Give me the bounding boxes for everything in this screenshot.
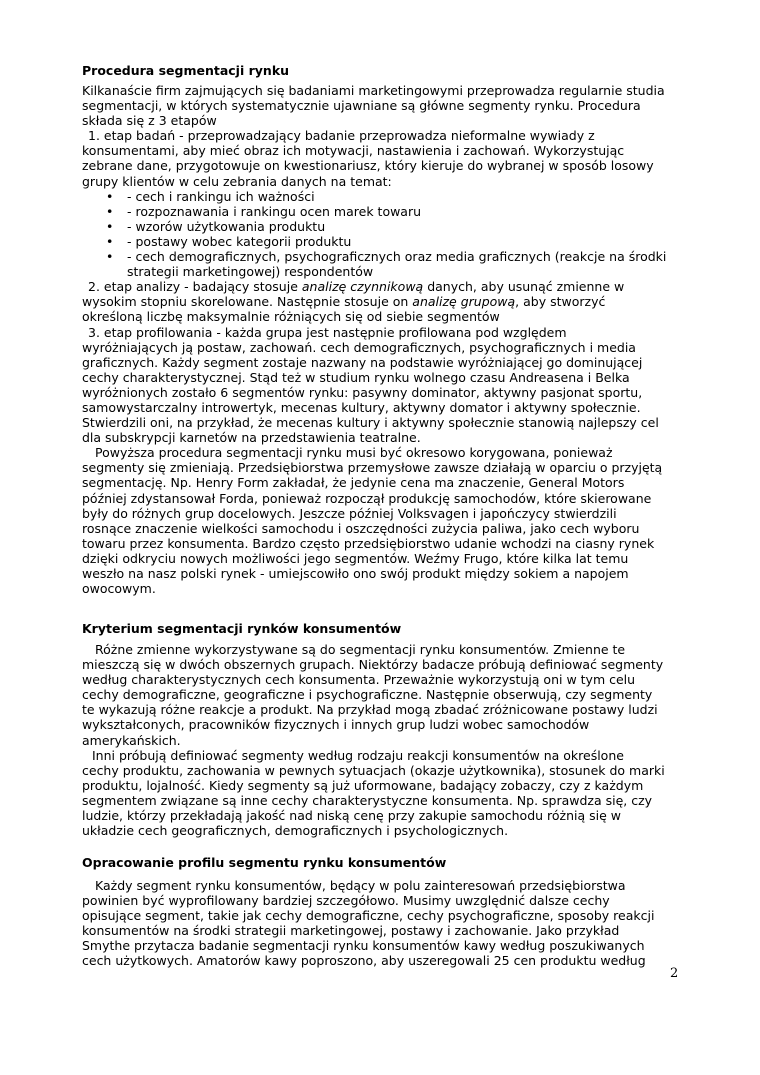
text-segment: Powyższa procedura segmentacji rynku musi być okresowo korygowana, ponieważ <box>95 445 613 461</box>
text-line <box>82 672 682 687</box>
text-line <box>82 793 682 808</box>
text-segment: cechy demograficzne, geograficzne i psychograficzne. Następnie obserwują, czy segmenty <box>82 687 653 703</box>
text-line <box>82 460 682 475</box>
text-segment: składa się z 3 etapów <box>82 113 217 129</box>
text-line <box>82 506 682 521</box>
text-line <box>82 309 682 324</box>
text-line <box>82 878 682 893</box>
text-segment: Kilkanaście firm zajmujących się badaniami marketingowymi przeprowadza regularnie studia <box>82 83 665 98</box>
text-segment: 2. etap analizy - badający stosuje <box>88 279 302 295</box>
text-line <box>82 551 682 566</box>
section-body <box>82 878 682 969</box>
text-segment: mieszczą się w dwóch obszernych grupach. Niektórzy badacze próbują definiować segmenty <box>82 657 664 673</box>
text-segment: Smythe przytacza badanie segmentacji rynku konsumentów kawy według poszukiwanych <box>82 938 645 954</box>
text-segment: Każdy segment rynku konsumentów, będący w polu zainteresowań przedsiębiorstwa <box>95 878 626 893</box>
text-segment: 3. etap profilowania - każda grupa jest następnie profilowana pod względem <box>88 324 567 340</box>
text-line <box>82 893 682 908</box>
text-segment: strategii marketingowej) respondentów <box>127 264 374 280</box>
text-segment: opisujące segment, takie jak cechy demograficzne, cechy psychograficzne, sposoby reakcji <box>82 908 655 924</box>
text-segment: danych, aby usunąć zmienne w <box>423 279 625 295</box>
text-segment: amerykańskich. <box>82 732 181 748</box>
text-line <box>82 521 682 536</box>
text-line <box>82 717 682 732</box>
text-segment: wykształconych, pracowników fizycznych i innych grup ludzi wobec samochodów <box>82 717 590 733</box>
text-segment: ludzie, którzy przekładają jakość nad niską cenę przy zakupie samochodu różnią się w <box>82 808 622 824</box>
text-line <box>82 733 682 748</box>
text-segment: konsumentami, aby mieć obraz ich motywacji, nastawienia i zachowań. Wykorzystując <box>82 143 625 159</box>
text-line <box>82 98 682 113</box>
text-segment: 1. etap badań - przeprowadzający badanie przeprowadza nieformalne wywiady z <box>88 128 595 144</box>
text-line <box>82 340 682 355</box>
text-line <box>82 174 682 189</box>
text-line <box>82 763 682 778</box>
text-line <box>82 400 682 415</box>
text-line <box>82 491 682 506</box>
text-line <box>82 642 682 657</box>
text-segment: segmenty się zmieniają. Przedsiębiorstwa przemysłowe zawsze działają w oparciu o przyjętą <box>82 460 663 476</box>
text-line <box>82 748 682 763</box>
bullet-item <box>82 234 682 249</box>
text-segment: Inni próbują definiować segmenty według rodzaju reakcji konsumentów na określone <box>92 747 624 763</box>
text-line <box>82 325 682 340</box>
text-segment: wysokim stopniu skorelowane. Następnie stosuje on <box>82 294 413 310</box>
text-line <box>82 264 682 279</box>
text-line <box>82 908 682 923</box>
section-heading: Opracowanie profilu segmentu rynku konsumentów <box>82 855 447 870</box>
text-segment: układzie cech geograficznych, demograficznych i psychologicznych. <box>82 823 509 839</box>
text-line <box>82 702 682 717</box>
text-line <box>82 566 682 581</box>
text-segment: grupy klientów w celu zebrania danych na temat: <box>82 173 392 189</box>
section-kryterium <box>82 621 682 838</box>
text-segment: weszło na nasz polski rynek - umiejscowiło ono swój produkt między sokiem a napojem <box>82 566 629 581</box>
text-segment: Stwierdzili oni, na przykład, że mecenas kultury i aktywny społecznie stanowią najlepszy cel <box>82 415 659 431</box>
text-line <box>82 536 682 551</box>
text-segment: , aby stworzyć <box>515 294 606 310</box>
text-line <box>82 128 682 143</box>
text-line <box>82 953 682 968</box>
text-segment: według charakterystycznych cech konsumenta. Przeważnie wykorzystują oni w tym celu <box>82 672 636 688</box>
text-line <box>82 445 682 460</box>
bullet-item <box>82 219 682 234</box>
text-segment: wyróżniających ją postaw, zachowań. cech demograficznych, psychograficznych i media <box>82 339 636 355</box>
page-number: 2 <box>670 966 679 981</box>
text-segment: towaru przez konsumenta. Bardzo często przedsiębiorstwo udanie wchodzi na ciasny rynek <box>82 535 655 551</box>
text-line <box>82 83 682 98</box>
text-line <box>82 113 682 128</box>
text-line <box>82 778 682 793</box>
bullet-item <box>82 189 682 204</box>
text-segment: te wykazują różne reakcje a produkt. Na przykład mogą zbadać zróżnicowane postawy ludzi <box>82 702 658 718</box>
text-line <box>82 279 682 294</box>
text-line <box>82 143 682 158</box>
text-line <box>82 808 682 823</box>
section-opracowanie <box>82 855 682 969</box>
text-segment: graficznych. Każdy segment zostaje nazwany na podstawie wyróżniającej go dominującej <box>82 354 643 370</box>
section-procedura <box>82 63 682 596</box>
text-line <box>82 385 682 400</box>
text-line <box>82 657 682 672</box>
text-segment: - wzorów użytkowania produktu <box>127 218 326 234</box>
italic-term: analizę czynnikową <box>301 279 424 295</box>
text-segment: - cech demograficznych, psychograficznych oraz media graficznych (reakcje na środki <box>127 249 667 265</box>
text-segment: cechy produktu, zachowania w pewnych sytuacjach (okazje użytkownika), stosunek do marki <box>82 762 665 778</box>
text-line <box>82 581 682 596</box>
bullet-item <box>82 204 682 219</box>
text-segment: Różne zmienne wykorzystywane są do segmentacji rynku konsumentów. Zmienne te <box>95 642 626 657</box>
text-segment: cechy charakterystycznej. Stąd też w studium rynku wolnego czasu Andreasena i Belka <box>82 369 630 385</box>
section-heading: Kryterium segmentacji rynków konsumentów <box>82 621 402 636</box>
text-segment: później zdystansował Forda, ponieważ rozpoczął produkcję samochodów, które skierowane <box>82 490 652 506</box>
text-line <box>82 158 682 173</box>
text-segment: segmentację. Np. Henry Form zakładał, że jedynie cena ma znaczenie, General Motors <box>82 475 625 491</box>
text-line <box>82 355 682 370</box>
section-body <box>82 83 682 596</box>
text-line <box>82 938 682 953</box>
text-segment: - rozpoznawania i rankingu ocen marek towaru <box>127 203 422 219</box>
text-segment: - postawy wobec kategorii produktu <box>127 233 352 249</box>
text-segment: wyróżnionych zostało 6 segmentów rynku: pasywny dominator, aktywny pasjonat sportu, <box>82 384 643 400</box>
text-segment: samowystarczalny introwertyk, mecenas kultury, aktywny domator i aktywny społecznie. <box>82 399 641 415</box>
text-segment: określoną liczbę maksymalnie różniących się od siebie segmentów <box>82 309 500 325</box>
text-segment: dzięki odkryciu nowych możliwości jego segmentów. Weźmy Frugo, które kilka lat temu <box>82 550 629 566</box>
text-segment: zebrane dane, przygotowuje on kwestionariusz, który kieruje do wybranej w sposób losowy <box>82 158 654 174</box>
bullet-item <box>82 249 682 264</box>
text-segment: produktu, lojalność. Kiedy segmenty są już uformowane, badający zobaczy, czy z każdym <box>82 777 644 793</box>
text-line <box>82 415 682 430</box>
text-line <box>82 475 682 490</box>
text-segment: owocowym. <box>82 581 156 597</box>
text-line <box>82 687 682 702</box>
section-heading: Procedura segmentacji rynku <box>82 63 290 78</box>
text-line <box>82 370 682 385</box>
text-segment: konsumentów na środki strategii marketingowej, postawy i zachowanie. Jako przykład <box>82 923 620 939</box>
text-segment: dla subskrypcji karnetów na przedstawienia teatralne. <box>82 430 421 446</box>
text-line <box>82 430 682 445</box>
text-segment: były do różnych grup docelowych. Jeszcze później Volksvagen i japończycy stwierdzili <box>82 505 617 521</box>
section-body <box>82 642 682 838</box>
text-line <box>82 923 682 938</box>
text-line <box>82 823 682 838</box>
text-segment: cech użytkowych. Amatorów kawy poproszono, aby uszeregowali 25 cen produktu według <box>82 953 646 969</box>
italic-term: analizę grupową <box>412 294 516 310</box>
text-segment: segmentacji, w których systematycznie ujawniane są główne segmenty rynku. Procedura <box>82 98 641 114</box>
text-segment: segmentem związane są inne cechy charakterystyczne konsumenta. Np. sprawdza się, czy <box>82 792 653 808</box>
text-segment: - cech i rankingu ich ważności <box>127 188 315 204</box>
text-line <box>82 294 682 309</box>
text-segment: rosnące znaczenie wielkości samochodu i oszczędności zużycia paliwa, jako cech wyboru <box>82 520 640 536</box>
text-segment: powinien być wyprofilowany bardziej szczegółowo. Musimy uwzględnić dalsze cechy <box>82 893 610 909</box>
